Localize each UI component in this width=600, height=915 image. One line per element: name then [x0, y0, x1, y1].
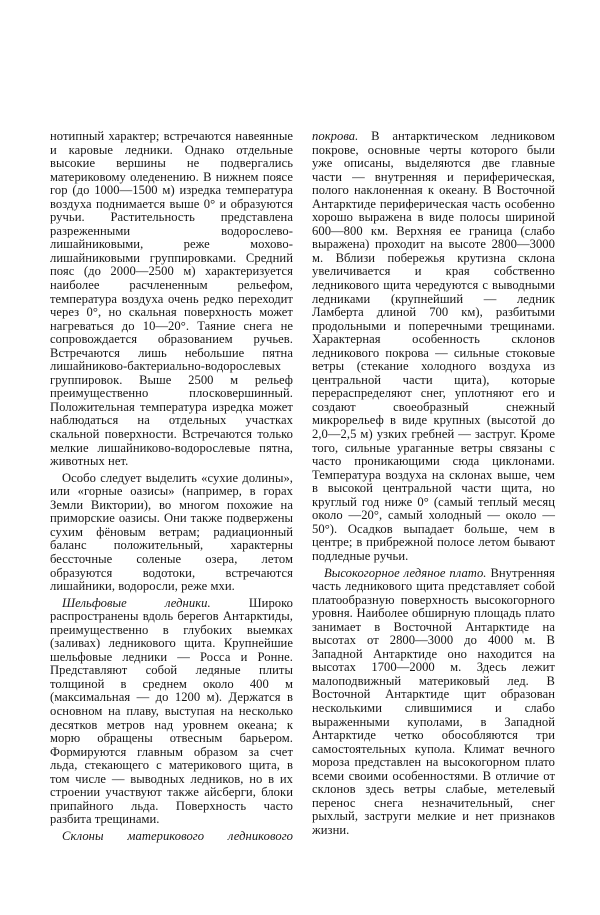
section-heading-ice-shelves: Шельфовые ледники. [62, 595, 211, 610]
right-column [312, 130, 555, 843]
paragraph-text: Внутренняя часть ледникового щита представляет собой платообразную поверхность высокогорного уровня. Наиболее обширную площадь плато занимает в Восточной Антарктиде на высотах от 2800—3000 до 4000 м. В Западной Антарктиде оно находится на высотах 1700—2000 м. Здесь лежит малоподвижный материковый лед. В Восточной Антарктиде щит образован несколькими слившимися и слабо выраженными куполами, в Западной Антарктиде четко обособляются три самостоятельных купола. Климат вечного мороза представлен на высокогорном плато всеми своими особенностями. В отличие от склонов здесь ветры слабые, метелевый перенос снега незначительный, снег рыхлый, заструги мелкие и нет признаков жизни. [312, 565, 555, 837]
section-heading-ice-sheet-slopes: Склоны материкового ледникового [62, 828, 293, 843]
paragraph-text: Широко распространены вдоль берегов Антарктиды, преимущественно в глубоких выемках (заливах) ледникового щита. Крупнейшие шельфовые ледники — Росса и Ронне. Представляют собой ледяные плиты толщиной в среднем около 400 м (максимальная — до 1200 м). Держатся в основном на плаву, выступая на несколько десятков метров над уровнем океана; к морю обращены отвесным барьером. Формируются главным образом за счет льда, стекающего с материкового щита, в том числе — выводных ледников, но в их строении участвуют также айсберги, блоки припайного льда. Поверхность часто разбита трещинами. [50, 595, 294, 827]
paragraph-dry-valleys [50, 472, 293, 594]
paragraph-text: Особо следует выделить «сухие долины», или «горные оазисы» (например, в горах Земли Виктории), во многом похожие на приморские оазисы. Они также подвержены сухим фёновым ветрам; радиационный баланс положительный, характерны бессточные соленые озера, летом образуются водотоки, встречаются лишайники, водоросли, реже мхи. [50, 470, 293, 594]
paragraph-ice-sheet-slopes [312, 130, 555, 564]
left-column [50, 130, 293, 843]
paragraph-ice-shelves [50, 597, 293, 827]
book-page [50, 130, 555, 843]
paragraph-text: В антарктическом ледниковом покрове, основные черты которого были уже описаны, выделяются две главные части — внутренняя и периферическая, полого наклоненная к океану. В Восточной Антарктиде периферическая часть особенно хорошо выражена в виде полосы шириной 600—800 км. Верхняя ее граница (слабо выражена) проходит на высоте 2800—3000 м. Вблизи побережья крутизна склона увеличивается и края собственно ледникового щита чередуются с выводными ледниками (крупнейший — ледник Ламберта длиной 700 км), разбитыми продольными и поперечными трещинами. Характерная особенность склонов ледникового покрова — сильные стоковые ветры (стекание холодного воздуха из центральной части щита), которые перераспределяют снег, уплотняют его и создают своеобразный снежный микрорельеф в виде крупных (высотой до 2,0—2,5 м) узких гребней — заструг. Кроме того, сильные ураганные ветры связаны с часто проникающими сюда циклонами. Температура воздуха на склонах выше, чем в высокой центральной части щита, но круглый год ниже 0° (самый теплый месяц около —20°, самый холодный — около —50°). Осадков выпадает больше, чем в центре; в прибрежной полосе летом бывают подледные ручьи. [312, 129, 555, 563]
section-heading-ice-plateau: Высокогорное ледяное плато. [324, 565, 487, 580]
paragraph-text: нотипный характер; встречаются навеянные и каровые ледники. Однако отдельные высокие вершины не подвергались материковому оледенению. В нижнем поясе гор (до 1000—1500 м) изредка температура воздуха поднимается выше 0° и образуются ручьи. Растительность представлена разреженными водорослево-лишайниковыми, реже моховo-лишайниковыми группировками. Средний пояс (до 2000—2500 м) характеризуется наиболее расчлененным рельефом, температура воздуха очень редко переходит через 0°, но скальная поверхность может нагреваться до 10—20°. Таяние снега не сопровождается образованием ручьев. Встречаются лишь небольшие пятна лишайниково-бактериально-водорослевых группировок. Выше 2500 м рельеф преимущественно плосковершинный. Положительная температура изредка может наблюдаться на отдельных участках скальной поверхности. Встречаются только мелкие лишайниково-водорослевые пятна, животных нет. [50, 129, 293, 469]
paragraph-ice-sheet-slopes-start [50, 830, 293, 844]
paragraph-high-mountain-zones [50, 130, 293, 469]
section-heading-continuation: покрова. [312, 129, 359, 143]
paragraph-ice-plateau [312, 567, 555, 838]
